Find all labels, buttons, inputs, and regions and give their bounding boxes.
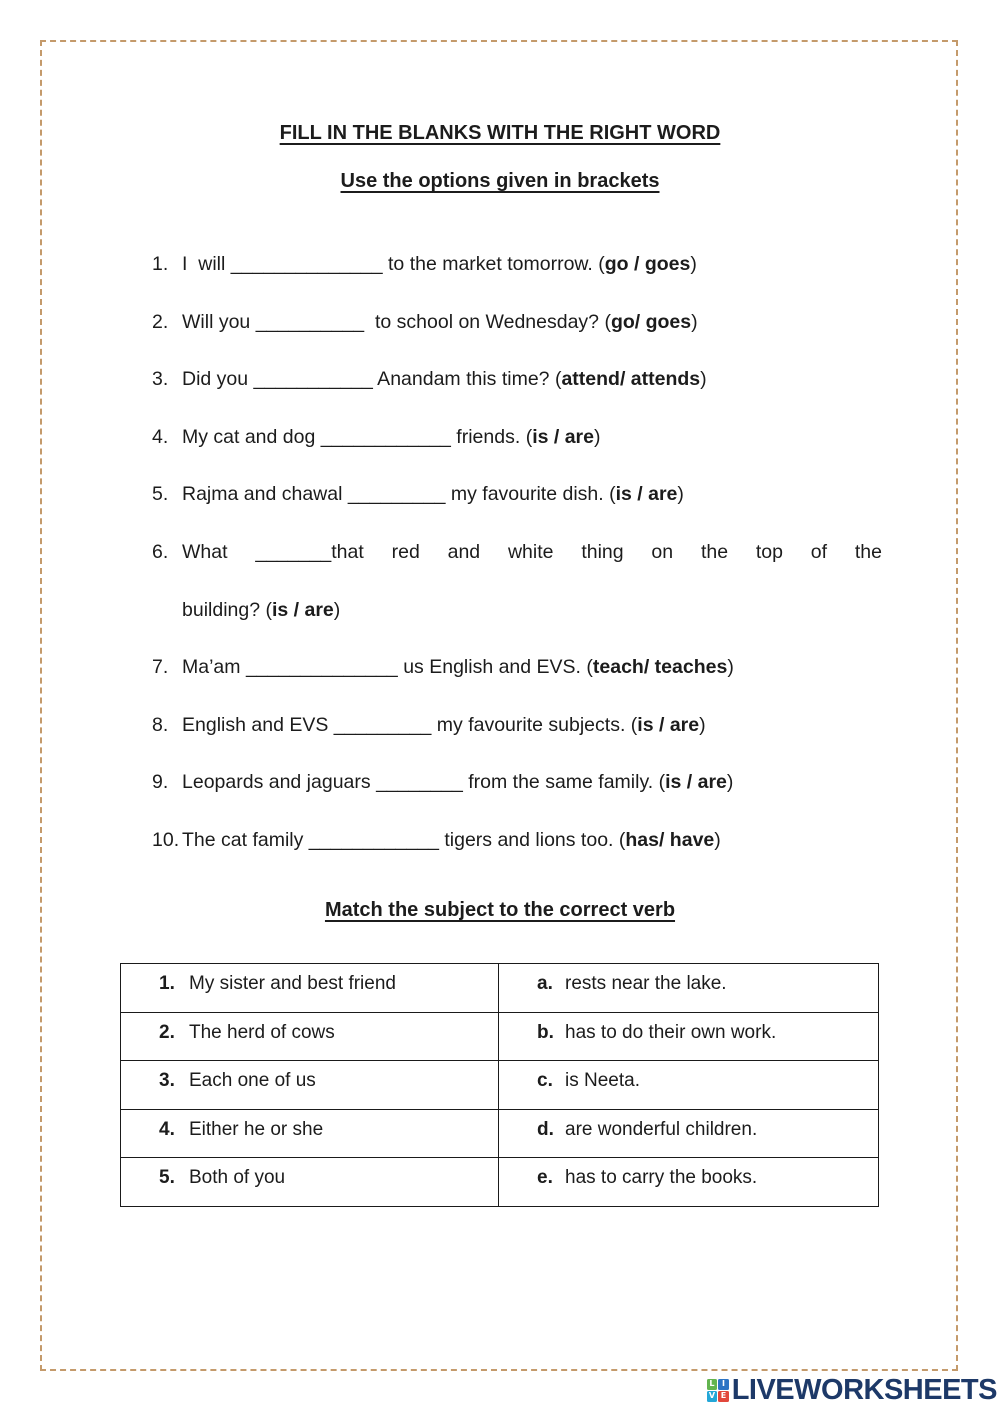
match-table (120, 963, 879, 1207)
options-close-paren: ) (690, 253, 697, 275)
verb-cell[interactable] (499, 1012, 879, 1061)
fill-blank[interactable]: ____________ (320, 425, 451, 448)
item-text-after: my favourite dish. (445, 483, 610, 506)
subject-cell[interactable] (121, 1061, 499, 1110)
item-number: 5. (152, 483, 169, 506)
subject-text: My sister and best friend (189, 973, 396, 994)
fill-item-4 (152, 409, 882, 467)
row-number: 2. (159, 1021, 175, 1043)
fill-item-7 (152, 639, 882, 697)
options-open-paren: ( (265, 598, 272, 621)
item-options: is / are (532, 425, 594, 448)
item-options: is / are (637, 713, 700, 736)
verb-text: has to do their own work. (565, 1021, 777, 1043)
verb-text: are wonderful children. (565, 1118, 758, 1140)
item-text-before: Will you (182, 310, 256, 333)
options-close-paren: ) (714, 828, 721, 851)
subject-text: The herd of cows (189, 1021, 335, 1043)
item-options: go/ goes (610, 310, 692, 333)
options-close-paren: ) (691, 310, 698, 333)
item-number: 9. (152, 771, 169, 794)
fill-item-5 (152, 466, 882, 524)
item-text-before: Did you (182, 368, 254, 391)
item-options: attend/ attends (561, 368, 701, 391)
subject-cell[interactable] (121, 1158, 499, 1207)
fill-blank[interactable]: ____________ (308, 828, 439, 851)
item-text-after: us English and EVS. (397, 656, 587, 679)
liveworksheets-tiles-icon (707, 1379, 729, 1402)
options-close-paren: ) (727, 656, 734, 679)
item-text-before: The cat family (182, 828, 309, 851)
match-section-title (0, 897, 1000, 923)
logo-tile-e: E (718, 1391, 729, 1402)
item-number: 3. (152, 368, 169, 391)
logo-tile-v: V (707, 1391, 718, 1402)
fill-blank[interactable]: _________ (333, 713, 432, 736)
item-text-after: to school on Wednesday? (364, 310, 605, 333)
brand-name: LIVEWORKSHEETS (731, 1374, 997, 1406)
item-number: 4. (152, 425, 169, 448)
subject-text: Each one of us (189, 1070, 316, 1091)
item-text-before: What (182, 540, 256, 563)
fill-item-6 (152, 524, 882, 639)
row-number: 5. (159, 1167, 175, 1188)
options-open-paren: ( (598, 253, 605, 275)
fill-blank[interactable]: __________ (255, 310, 365, 333)
row-letter: b. (537, 1021, 554, 1043)
fill-item-9 (152, 754, 882, 812)
item-text-before: Ma’am (182, 656, 246, 679)
item-text-after: my favourite subjects. (431, 713, 631, 736)
item-text-continued: building? (182, 598, 266, 621)
match-section-title-text: Match the subject to the correct verb (324, 899, 676, 921)
subject-cell[interactable] (121, 1109, 499, 1158)
options-open-paren: ( (618, 828, 626, 851)
worksheet-subtitle (0, 168, 1000, 194)
fill-blank[interactable]: ___________ (253, 368, 373, 391)
options-close-paren: ) (677, 483, 684, 506)
item-options: teach/ teaches (592, 656, 728, 679)
table-row (121, 1012, 879, 1061)
options-open-paren: ( (658, 771, 666, 794)
options-open-paren: ( (604, 310, 611, 333)
item-text-before: My cat and dog (182, 425, 321, 448)
options-open-paren: ( (630, 713, 638, 736)
item-number: 1. (152, 253, 169, 275)
worksheet-title-text: FILL IN THE BLANKS WITH THE RIGHT WORD (279, 122, 721, 144)
row-number: 4. (159, 1118, 175, 1140)
options-open-paren: ( (586, 656, 593, 679)
table-row (121, 1061, 879, 1110)
verb-text: has to carry the books. (565, 1167, 758, 1188)
options-close-paren: ) (700, 368, 707, 391)
fill-item-1 (152, 236, 882, 294)
table-row (121, 1158, 879, 1207)
item-number: 2. (152, 310, 169, 333)
fill-item-10 (152, 812, 882, 870)
fill-blank[interactable]: ________ (376, 771, 463, 794)
item-text-after: tigers and lions too. (438, 828, 619, 851)
item-options: is / are (271, 598, 334, 621)
subject-cell[interactable] (121, 1012, 499, 1061)
worksheet-title (0, 120, 1000, 146)
subject-text: Both of you (189, 1167, 286, 1188)
item-text-before: I will (182, 253, 231, 275)
item-text-after: from the same family. (462, 771, 659, 794)
row-letter: c. (537, 1070, 553, 1091)
fill-blank[interactable]: _________ (347, 483, 446, 506)
verb-cell[interactable] (499, 1061, 879, 1110)
row-letter: d. (537, 1118, 554, 1140)
row-number: 3. (159, 1070, 175, 1091)
verb-cell[interactable] (499, 1109, 879, 1158)
subject-text: Either he or she (189, 1118, 324, 1140)
item-text-before: Rajma and chawal (182, 483, 348, 506)
item-number: 6. (152, 540, 169, 563)
item-options: has/ have (625, 828, 715, 851)
fill-blank[interactable]: ______________ (245, 656, 398, 679)
verb-text: rests near the lake. (565, 973, 727, 994)
verb-text: is Neeta. (565, 1070, 640, 1091)
table-row (121, 1109, 879, 1158)
logo-tile-l: L (707, 1379, 718, 1390)
table-row (121, 964, 879, 1013)
options-close-paren: ) (593, 425, 601, 448)
item-number: 8. (152, 713, 169, 736)
fill-item-3 (152, 351, 882, 409)
fill-item-8 (152, 697, 882, 755)
liveworksheets-logo[interactable] (707, 1374, 997, 1406)
verb-cell[interactable] (499, 1158, 879, 1207)
row-letter: a. (537, 973, 553, 994)
row-letter: e. (537, 1167, 553, 1188)
options-close-paren: ) (726, 771, 734, 794)
logo-tile-i: I (718, 1379, 729, 1390)
item-options: is / are (665, 771, 727, 794)
options-close-paren: ) (333, 598, 341, 621)
item-text-before: Leopards and jaguars (182, 771, 377, 794)
fill-item-2 (152, 294, 882, 352)
row-number: 1. (159, 973, 175, 994)
worksheet-subtitle-text: Use the options given in brackets (340, 170, 660, 192)
options-open-paren: ( (554, 368, 562, 391)
subject-cell[interactable] (121, 964, 499, 1013)
item-text-after: friends. (450, 425, 526, 448)
item-text-after: Anandam this time? (372, 368, 555, 391)
options-open-paren: ( (609, 483, 616, 506)
item-text-after: to the market tomorrow. (382, 253, 599, 275)
item-options: is / are (615, 483, 678, 506)
verb-cell[interactable] (499, 964, 879, 1013)
item-number: 7. (152, 656, 169, 679)
item-text-after: that red and white thing on the top of the (331, 540, 882, 563)
fill-item-6-line2 (182, 582, 882, 640)
item-options: go / goes (604, 253, 691, 275)
options-open-paren: ( (525, 425, 533, 448)
fill-item-6-line1 (152, 524, 882, 582)
item-text-before: English and EVS (182, 713, 334, 736)
fill-blank[interactable]: _______ (255, 540, 332, 563)
fill-in-the-blanks-list (152, 236, 882, 870)
options-close-paren: ) (699, 713, 706, 736)
item-number: 10. (152, 828, 180, 851)
fill-blank[interactable]: ______________ (230, 253, 383, 275)
